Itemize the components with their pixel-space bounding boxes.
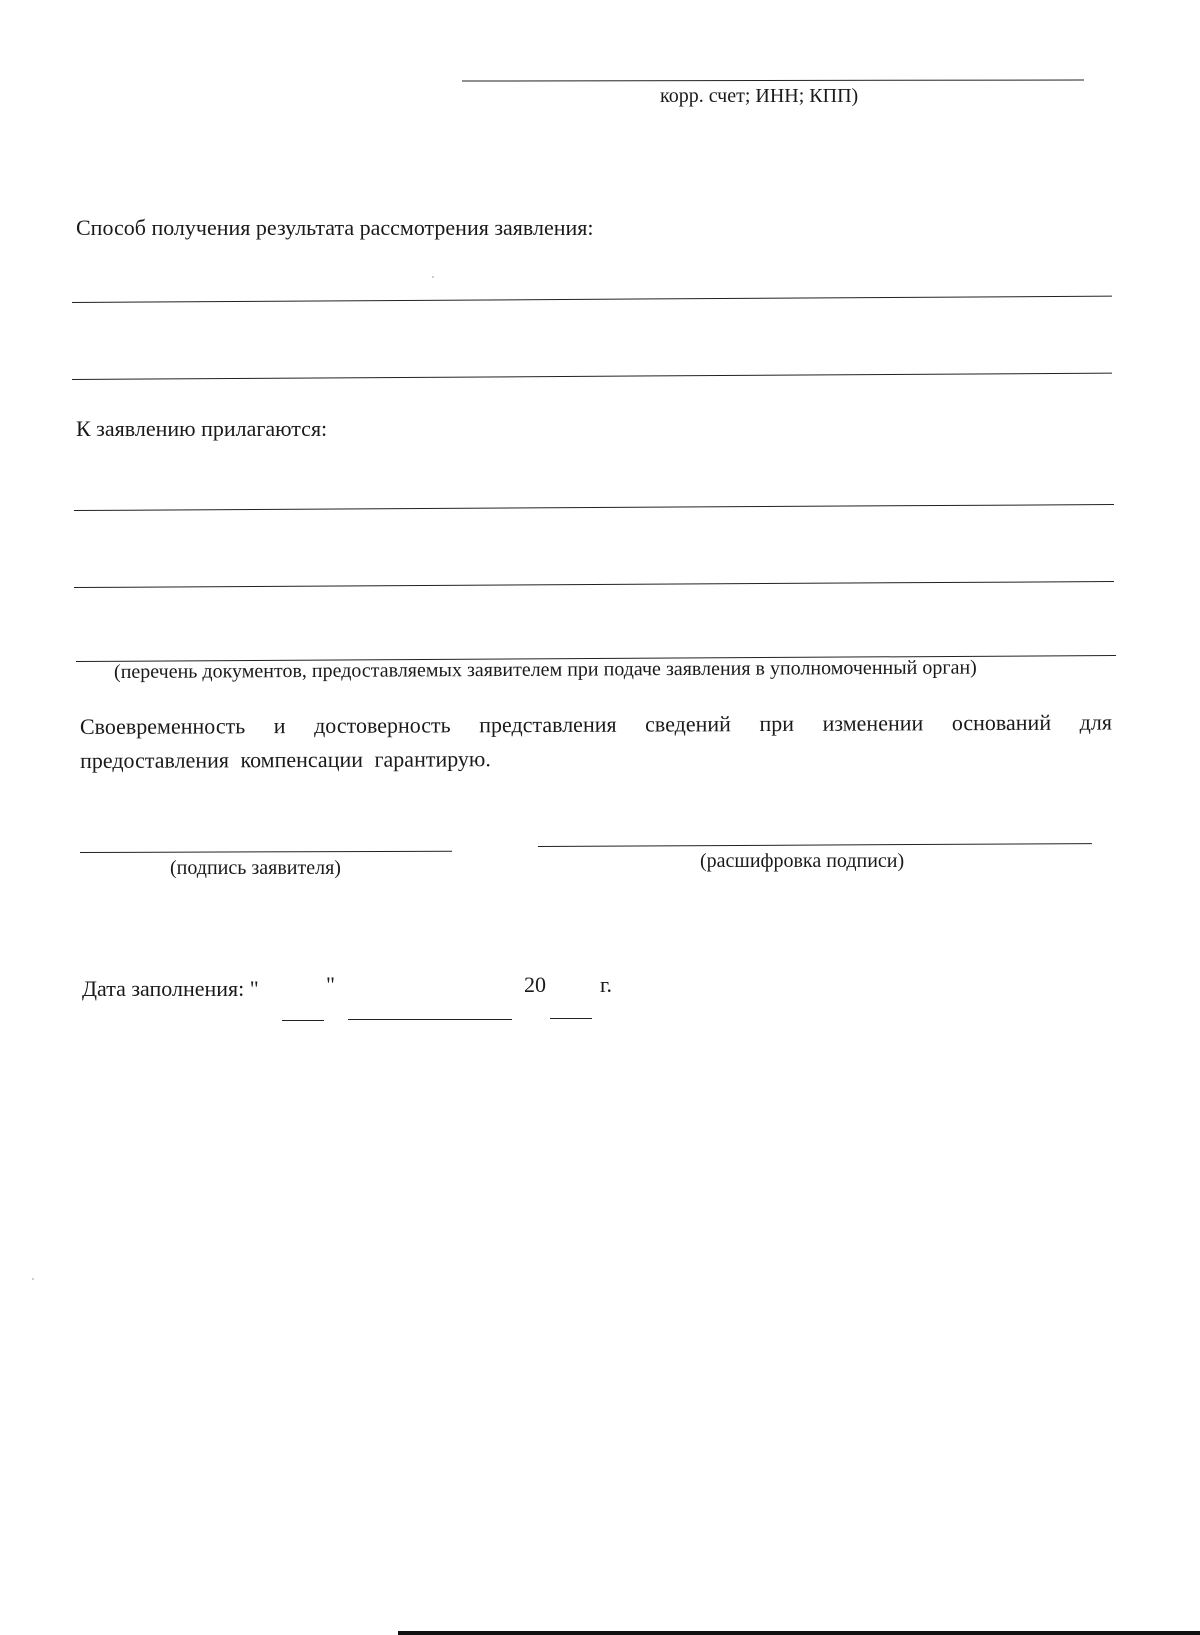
receipt-method-label: Способ получения результата рассмотрения заявления: (76, 215, 594, 240)
date-year-prefix: 20 (524, 972, 546, 997)
attachments-line-1 (74, 504, 1114, 511)
receipt-method-line-2 (72, 373, 1112, 380)
date-year-line (550, 1018, 592, 1019)
signature-caption: (подпись заявителя) (170, 857, 341, 879)
signature-decoding-caption: (расшифровка подписи) (700, 850, 905, 872)
bank-details-caption: корр. счет; ИНН; КПП) (660, 85, 859, 107)
date-label: Дата заполнения: " (82, 976, 259, 1001)
date-quote-close: " (326, 972, 335, 997)
attachments-caption: (перечень документов, предоставляемых заявителем при подаче заявления в уполномоченный орган) (113, 656, 977, 683)
date-day-line (282, 1020, 324, 1021)
signature-line (80, 851, 452, 853)
guarantee-statement: Своевременность и достоверность представления сведений при изменении оснований для предоставления компенсации гарантирую. (79, 709, 1112, 773)
receipt-method-line-1 (72, 296, 1112, 303)
attachments-label: К заявлению прилагаются: (76, 416, 328, 441)
signature-decoding-line (538, 843, 1092, 847)
scan-bottom-edge (398, 1631, 1200, 1635)
date-year-suffix: г. (600, 972, 613, 997)
date-month-line (348, 1019, 512, 1020)
attachments-line-2 (74, 581, 1114, 588)
scan-speck (432, 276, 434, 278)
bank-details-line (462, 79, 1084, 81)
scan-speck (32, 1278, 34, 1280)
